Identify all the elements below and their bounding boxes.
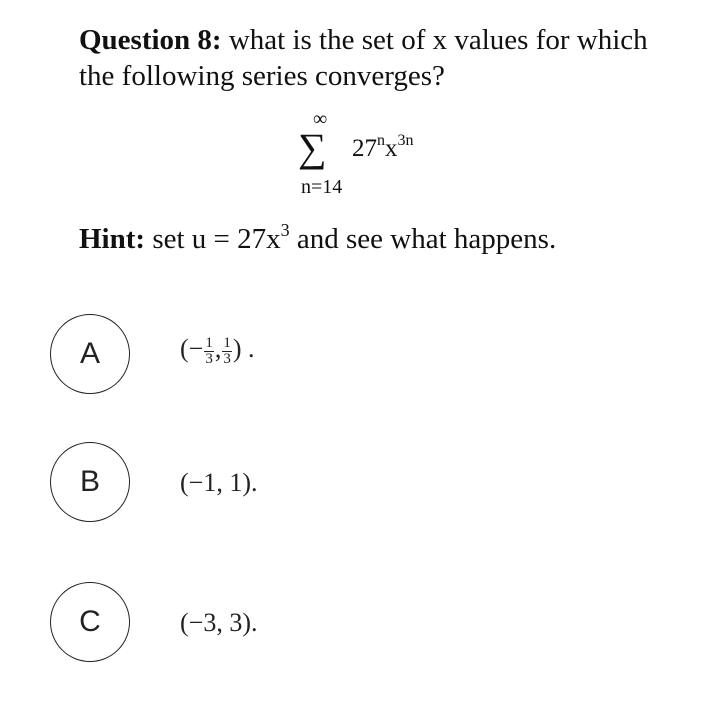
- series-formula: [296, 108, 456, 203]
- sum-lower-limit: n=14: [301, 176, 343, 198]
- frac2-numerator: 1: [223, 334, 231, 351]
- option-a-circle[interactable]: [50, 314, 130, 394]
- option-b[interactable]: [50, 442, 650, 524]
- option-a-fraction-2: [222, 336, 232, 367]
- hint-label: Hint:: [79, 223, 146, 255]
- option-a-fraction-1: [204, 336, 214, 367]
- option-c[interactable]: [50, 582, 650, 664]
- hint-text: [79, 212, 679, 257]
- frac1-numerator: 1: [205, 334, 213, 351]
- option-b-answer[interactable]: (−1, 1).: [180, 468, 258, 497]
- sum-upper-limit: ∞: [313, 108, 328, 130]
- question-label: Question 8:: [79, 24, 222, 56]
- option-c-answer[interactable]: (−3, 3).: [180, 608, 258, 637]
- option-a-letter: A: [79, 337, 100, 370]
- frac2-denominator: 3: [223, 350, 231, 367]
- term-base-exponent: n: [377, 132, 385, 149]
- option-a-separator: ,: [214, 334, 222, 363]
- question-text: [79, 22, 679, 94]
- hint-exponent: 3: [280, 220, 290, 240]
- question-body: what is the set of x values for which the following series converges?: [79, 24, 648, 92]
- hint-after: and see what happens.: [296, 223, 557, 255]
- option-a[interactable]: [50, 314, 650, 396]
- term-variable: x: [385, 135, 398, 162]
- frac1-denominator: 3: [205, 350, 213, 367]
- option-b-circle[interactable]: [50, 442, 130, 522]
- option-c-circle[interactable]: [50, 582, 130, 662]
- option-b-letter: B: [79, 465, 100, 498]
- option-c-letter: C: [79, 605, 101, 638]
- option-a-open: (−: [180, 334, 204, 363]
- option-a-close: ) .: [232, 334, 255, 363]
- option-a-answer[interactable]: [180, 334, 255, 367]
- series-term: [352, 132, 414, 163]
- term-base: 27: [352, 135, 377, 162]
- sigma-symbol: ∑: [298, 125, 327, 170]
- hint-before: set u = 27x: [152, 223, 281, 255]
- term-variable-exponent: 3n: [397, 132, 414, 149]
